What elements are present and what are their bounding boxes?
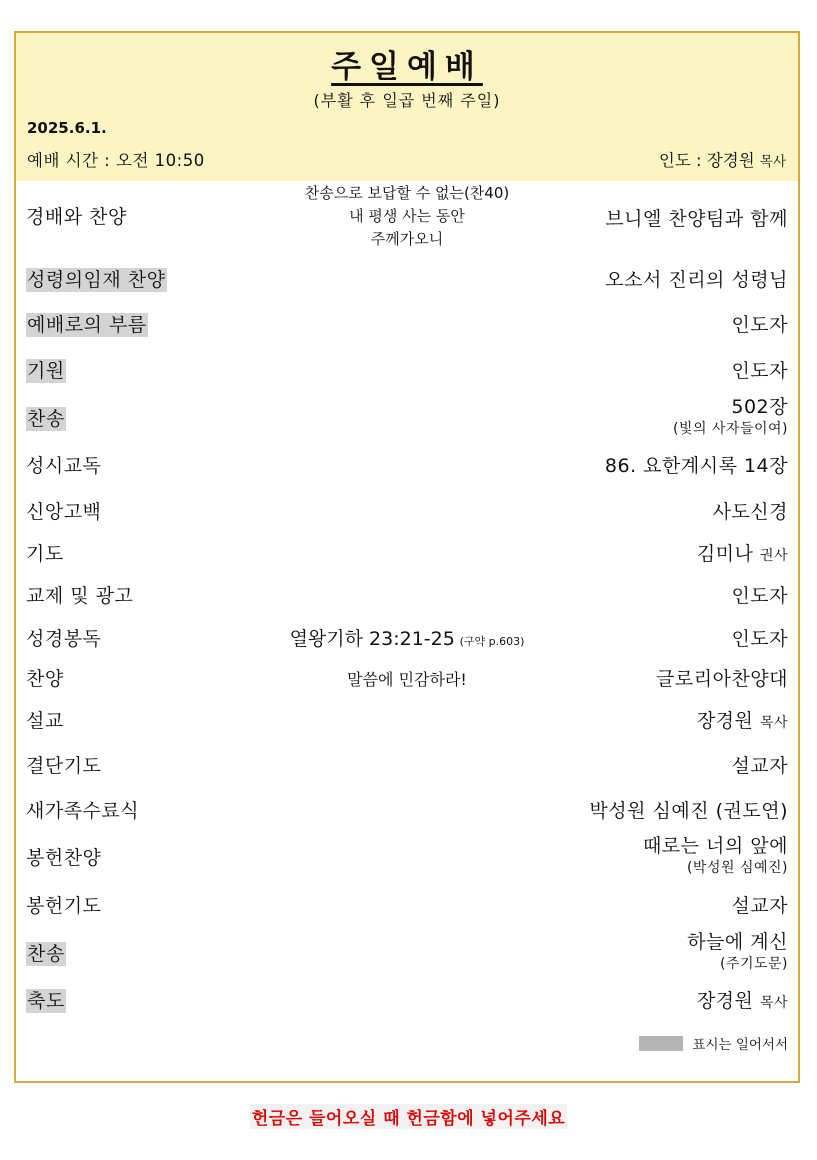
item-detail <box>673 395 788 439</box>
item-detail: 설교자 <box>731 755 788 777</box>
offering-song: 때로는 너의 앞에 <box>642 835 788 857</box>
item-label: 찬송 <box>27 408 65 430</box>
item-label: 성시교독 <box>26 455 102 477</box>
scripture-reference <box>16 627 798 654</box>
preacher-name: 장경원 <box>696 710 754 732</box>
item-detail: 86. 요한계시록 14장 <box>604 455 788 477</box>
item-detail <box>697 709 788 735</box>
hymn-line: 주께가오니 <box>370 230 444 248</box>
item-label: 예배로의 부름 <box>27 314 147 336</box>
item-label: 기도 <box>26 543 64 565</box>
item-label: 찬양 <box>26 668 64 690</box>
item-detail: 박성원 심예진 (권도연) <box>589 800 788 822</box>
item-label: 축도 <box>27 990 65 1012</box>
offering-notice-text: 헌금은 들어오실 때 헌금함에 넣어주세요 <box>250 1104 567 1129</box>
offering-notice <box>0 1104 817 1129</box>
item-detail: 인도자 <box>731 360 788 382</box>
item-label: 결단기도 <box>26 755 102 777</box>
item-detail: 인도자 <box>731 628 788 650</box>
item-label: 봉헌찬양 <box>26 847 102 869</box>
bulletin-header <box>16 33 798 181</box>
preacher-title: 목사 <box>759 715 788 731</box>
item-detail: 사도신경 <box>712 501 788 523</box>
hymn-line: 내 평생 사는 동안 <box>349 207 465 225</box>
hymn-number: 502장 <box>731 396 788 418</box>
leader-title: 목사 <box>759 154 786 170</box>
item-detail <box>697 989 788 1015</box>
benediction-leader-title: 목사 <box>759 995 788 1011</box>
item-label: 경배와 찬양 <box>26 206 127 228</box>
item-detail: 브니엘 찬양팀과 함께 <box>605 208 788 230</box>
prayer-leader: 김미나 <box>696 543 754 565</box>
item-label: 교제 및 광고 <box>26 585 134 607</box>
item-label: 신앙고백 <box>26 501 102 523</box>
item-detail <box>643 834 788 878</box>
legend-swatch <box>639 1036 683 1051</box>
item-label: 성경봉독 <box>26 628 102 650</box>
bulletin-frame <box>14 31 800 1083</box>
item-label: 봉헌기도 <box>26 895 102 917</box>
item-label: 기원 <box>27 360 65 382</box>
prayer-leader-title: 권사 <box>759 548 788 564</box>
item-detail: 설교자 <box>731 895 788 917</box>
page-title: 주일예배 <box>331 49 483 85</box>
hymn-line: 찬송으로 보답할 수 없는(찬40) <box>304 184 510 202</box>
closing-hymn: 하늘에 계신 <box>687 931 788 953</box>
offering-singers: (박성원 심예진) <box>686 860 788 876</box>
item-detail: 오소서 진리의 성령님 <box>605 269 788 291</box>
service-time: 예배 시간 : 오전 10:50 <box>27 151 205 170</box>
item-detail: 인도자 <box>731 314 788 336</box>
item-detail <box>687 930 788 974</box>
closing-hymn-note: (주기도문) <box>719 956 788 972</box>
hymn-title: (빛의 사자들이여) <box>672 421 788 437</box>
item-detail <box>697 542 788 568</box>
item-label: 성령의임재 찬양 <box>27 269 166 291</box>
item-detail: 인도자 <box>731 585 788 607</box>
item-label: 새가족수료식 <box>26 800 140 822</box>
item-detail: 글로리아찬양대 <box>656 668 788 690</box>
benediction-leader: 장경원 <box>696 990 754 1012</box>
leader-name: 인도 : 장경원 <box>658 151 755 170</box>
service-date: 2025.6.1. <box>27 119 107 137</box>
anthem-title: 말씀에 민감하라! <box>347 670 467 689</box>
legend-text: 표시는 일어서서 <box>692 1037 788 1053</box>
scripture-passage: 열왕기하 23:21-25 <box>289 628 455 650</box>
standing-legend <box>639 1033 788 1053</box>
service-leader <box>659 147 786 171</box>
item-label: 설교 <box>26 710 64 732</box>
scripture-page: (구약 p.603) <box>459 635 525 648</box>
page-subtitle: (부활 후 일곱 번째 주일) <box>313 91 501 110</box>
item-label: 찬송 <box>27 943 65 965</box>
